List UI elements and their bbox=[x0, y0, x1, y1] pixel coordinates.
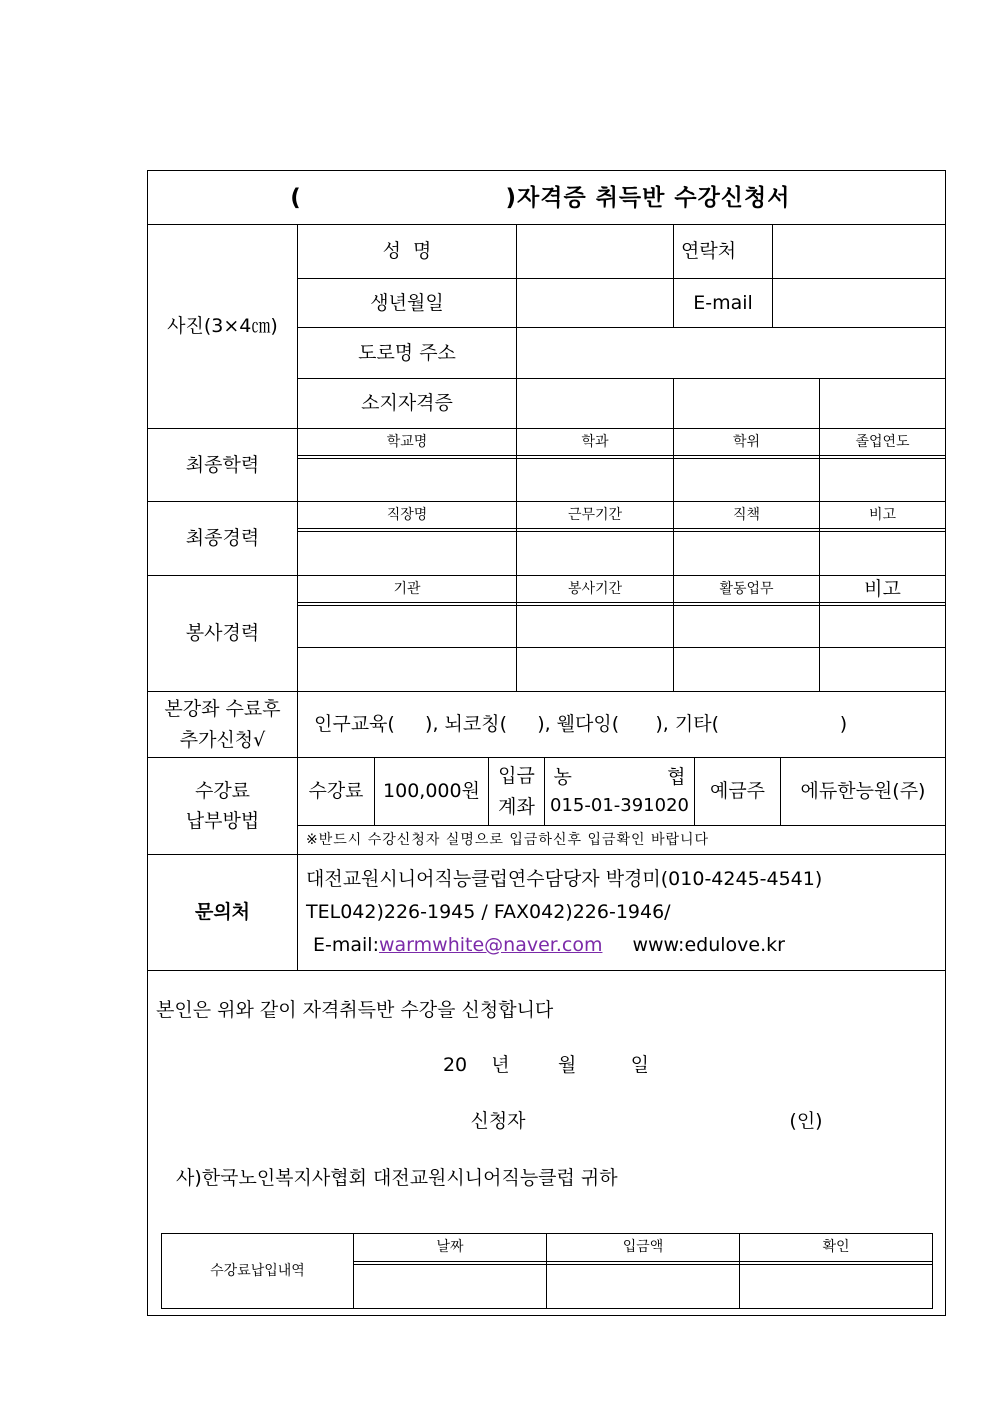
career-header-note: 비고 bbox=[868, 506, 897, 523]
declaration-statement: 본인은 위와 같이 자격취득반 수강을 신청합니다 bbox=[156, 998, 554, 1021]
addressee: 사)한국노인복지사협회 대전교원시니어직능클럽 귀하 bbox=[176, 1166, 618, 1189]
account-label bbox=[489, 758, 544, 825]
education-label: 최종학력 bbox=[185, 453, 260, 476]
education-header-degree: 학위 bbox=[732, 433, 761, 450]
website: www:edulove.kr bbox=[632, 933, 785, 956]
additional-label-line2: 추가신청√ bbox=[179, 728, 266, 751]
account-label-line2: 계좌 bbox=[498, 795, 535, 818]
email-prefix: E-mail: bbox=[313, 933, 379, 956]
application-form bbox=[147, 170, 946, 1316]
additional-course-options[interactable]: 인구교육( ), 뇌코칭( ), 웰다잉( ), 기타( ) bbox=[314, 713, 848, 736]
volunteer-header-note: 비고 bbox=[864, 577, 901, 600]
certificate-label: 소지자격증 bbox=[361, 392, 453, 415]
inquiry-phone-fax: TEL042)226-1945 / FAX042)226-1946/ bbox=[306, 900, 671, 923]
bank-name-part1: 농 bbox=[553, 765, 572, 788]
volunteer-row[interactable] bbox=[298, 648, 945, 691]
birthdate-label: 생년월일 bbox=[370, 291, 444, 314]
account-number: 015-01-391020 bbox=[550, 795, 689, 817]
volunteer-header-activity: 활동업무 bbox=[719, 580, 774, 597]
additional-label-line1: 본강좌 수료후 bbox=[164, 698, 281, 721]
name-field[interactable] bbox=[517, 225, 673, 278]
certificate-field-2[interactable] bbox=[674, 379, 819, 428]
email-label: E-mail bbox=[693, 291, 753, 314]
certificate-field-1[interactable] bbox=[517, 379, 673, 428]
education-header-year: 졸업연도 bbox=[855, 433, 910, 450]
form-title-open-paren: ( bbox=[290, 184, 302, 211]
career-row[interactable] bbox=[298, 533, 945, 575]
volunteer-header-period: 봉사기간 bbox=[567, 580, 623, 597]
receipt-label: 수강료납입내역 bbox=[210, 1262, 305, 1279]
career-label: 최종경력 bbox=[185, 527, 260, 550]
education-header-major: 학과 bbox=[581, 433, 609, 450]
career-header-period: 근무기간 bbox=[567, 506, 623, 523]
bank-name bbox=[554, 762, 686, 792]
bank-name-part2: 협 bbox=[667, 765, 686, 788]
receipt-header-confirm: 확인 bbox=[822, 1239, 850, 1256]
photo-label: 사진(3×4㎝) bbox=[167, 314, 278, 337]
payment-label-line1: 수강료 bbox=[194, 779, 251, 802]
payment-method-label bbox=[148, 758, 297, 854]
fee-value: 100,000원 bbox=[383, 780, 480, 803]
education-header-school: 학교명 bbox=[386, 433, 428, 450]
payment-label-line2: 납부방법 bbox=[185, 810, 260, 832]
career-header-position: 직책 bbox=[732, 506, 761, 523]
receipt-row[interactable] bbox=[354, 1266, 932, 1308]
account-holder-value: 에듀한능원(주) bbox=[800, 780, 926, 803]
volunteer-header-org: 기관 bbox=[393, 580, 421, 597]
applicant-name-field[interactable] bbox=[540, 1104, 780, 1138]
address-field[interactable] bbox=[517, 328, 945, 378]
seal-mark: (인) bbox=[789, 1109, 823, 1132]
bank-account bbox=[545, 758, 694, 825]
birthdate-field[interactable] bbox=[517, 279, 673, 327]
applicant-label: 신청자 bbox=[470, 1109, 526, 1132]
date-line[interactable]: 20 년 월 일 bbox=[442, 1053, 650, 1076]
email-field[interactable] bbox=[773, 279, 945, 327]
receipt-table bbox=[161, 1233, 933, 1309]
account-holder-label: 예금주 bbox=[709, 780, 766, 803]
receipt-header-amount: 입금액 bbox=[622, 1239, 664, 1256]
email-link[interactable]: warmwhite@naver.com bbox=[378, 933, 603, 956]
inquiry-label: 문의처 bbox=[194, 901, 251, 924]
certificate-field-3[interactable] bbox=[820, 379, 945, 428]
career-header-company: 직장명 bbox=[386, 506, 428, 523]
education-row[interactable] bbox=[298, 460, 945, 501]
volunteer-label: 봉사경력 bbox=[185, 622, 260, 645]
volunteer-row[interactable] bbox=[298, 607, 945, 647]
form-title: )자격증 취득반 수강신청서 bbox=[505, 184, 791, 211]
payment-note: ※반드시 수강신청자 실명으로 입금하신후 입금확인 바랍니다 bbox=[306, 831, 710, 848]
account-label-line1: 입금 bbox=[498, 765, 535, 788]
name-label: 성 명 bbox=[382, 240, 432, 263]
inquiry-contact-person: 대전교원시니어직능클럽연수담당자 박경미(010-4245-4541) bbox=[306, 867, 823, 890]
contact-field[interactable] bbox=[773, 225, 945, 278]
address-label: 도로명 주소 bbox=[358, 341, 456, 364]
additional-course-label bbox=[148, 692, 297, 757]
receipt-header-date: 날짜 bbox=[436, 1239, 464, 1256]
fee-label: 수강료 bbox=[308, 780, 364, 803]
inquiry-email-web bbox=[313, 929, 943, 961]
contact-label: 연락처 bbox=[681, 240, 737, 263]
